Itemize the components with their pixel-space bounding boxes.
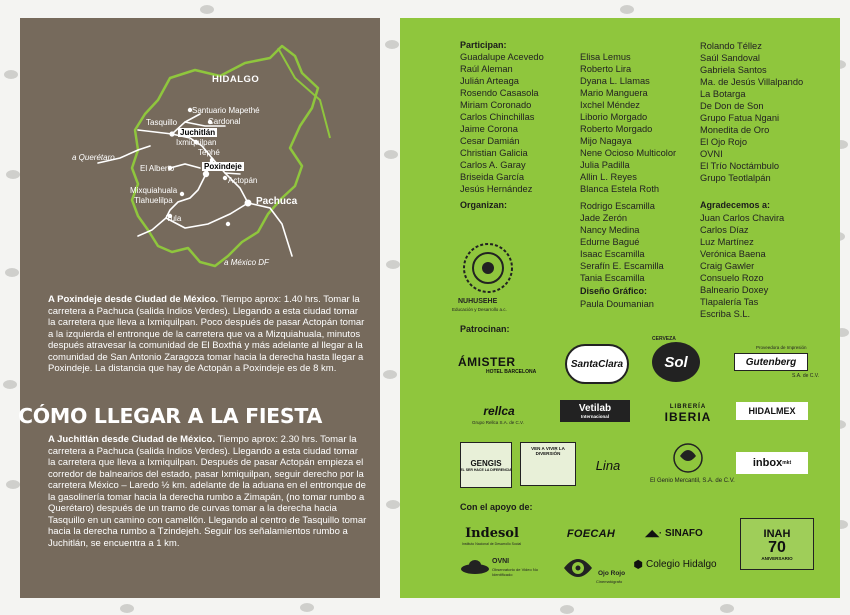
- rellca-sub-label: Grupo Rellca S.A. de C.V.: [472, 420, 524, 425]
- bean-decoration: [6, 480, 20, 489]
- bean-decoration: [120, 604, 134, 613]
- agradecemos-label: Agradecemos a:: [700, 200, 771, 210]
- route-body: Tomar la carretera a Pachuca (salida Indios Verdes). Llegando a esta ciudad tomar la carretera que lleva a Ixmiquilpan. Poco después de pasar Actopán tomar a la izquierda el entronque de la carretera que va a Mizquiahuala, minutos después atravesar la comunidad de El Boxthá y más adelante al llegar a la comunidad de San Antonio Zaragoza tomar hacia la derecha hasta llegar a Poxindeje. La distancia que hay de Actopán a Poxindeje es de 8 km.: [48, 294, 365, 374]
- bean-decoration: [300, 603, 314, 612]
- participant-name: Grupo Fatua Ngani: [700, 113, 780, 123]
- participant-name: Cesar Damián: [460, 136, 520, 146]
- organizer-name: Edurne Bagué: [580, 237, 640, 247]
- support-inah-logo: [740, 518, 814, 570]
- participant-name: Miriam Coronado: [460, 100, 532, 110]
- acknowledgement-name: Consuelo Rozo: [700, 273, 764, 283]
- bean-decoration: [385, 40, 399, 49]
- acknowledgement-name: Tlapalería Tas: [700, 297, 759, 307]
- organizer-name: Jade Zerón: [580, 213, 628, 223]
- route-heading: A Juchitlán desde Ciudad de México.: [48, 434, 218, 445]
- participant-name: Mario Manguera: [580, 88, 648, 98]
- sponsor-iberia-logo: [658, 398, 718, 430]
- gengis-name: GENGIS: [470, 458, 502, 468]
- bean-decoration: [200, 5, 214, 14]
- acknowledgement-name: Luz Martínez: [700, 237, 754, 247]
- participant-name: OVNI: [700, 149, 723, 159]
- participan-column-3: [700, 40, 803, 184]
- sponsor-vetilab-logo: [560, 400, 630, 422]
- vetilab-sub: Internacional: [580, 414, 609, 419]
- support-indesol-logo: Indesol: [465, 525, 519, 541]
- map-town-label: Tephé: [198, 148, 220, 157]
- bean-decoration: [5, 268, 19, 277]
- route-time: Tiempo aprox: 1.40 hrs.: [220, 294, 324, 305]
- ojo-rojo-logo: [558, 548, 598, 588]
- colegio-name: Colegio Hidalgo: [646, 558, 717, 570]
- inah-number: 70: [768, 538, 786, 556]
- participant-name: El Trío Noctámbulo: [700, 161, 780, 171]
- map-state-label: HIDALGO: [212, 74, 260, 85]
- inbox-mkt: mkt: [782, 460, 792, 466]
- acknowledgement-name: Balneario Doxey: [700, 285, 769, 295]
- participant-name: Rosendo Casasola: [460, 88, 539, 98]
- bean-decoration: [6, 170, 20, 179]
- participant-name: Dyana L. Llamas: [580, 76, 650, 86]
- participant-name: Briseida García: [460, 172, 525, 182]
- vetilab-name: Vetilab: [578, 403, 612, 414]
- inbox-name: inbox: [752, 457, 783, 469]
- sponsor-ambister-logo: [458, 352, 550, 378]
- participant-name: Nene Ocioso Multicolor: [580, 148, 677, 158]
- support-sinafo-logo: [632, 524, 716, 542]
- acknowledgement-name: Juan Carlos Chavira: [700, 213, 785, 223]
- page-title: CÓMO LLEGAR A LA FIESTA: [18, 404, 323, 428]
- route-poxindeje: [48, 294, 368, 375]
- map-town-label: Tlahuelilpa: [134, 196, 173, 205]
- bean-decoration: [383, 370, 397, 379]
- participant-name: Saúl Sandoval: [700, 53, 760, 63]
- map-direction-label: a Querétaro: [72, 153, 115, 162]
- participant-name: De Don de Son: [700, 101, 764, 111]
- sponsor-lina-logo: Lina: [595, 457, 621, 473]
- map-town-label: Mixquiahuala: [130, 186, 178, 195]
- support-foecah-logo: FOECAH: [566, 528, 616, 540]
- iberia-top: LIBRERÍA: [669, 404, 707, 410]
- nuhusehe-emblem-icon: [460, 240, 516, 296]
- indesol-sub: Instituto Nacional de Desarrollo Social: [462, 542, 522, 546]
- participan-column-2: [580, 51, 676, 195]
- credits-panel: [400, 18, 840, 598]
- organizan-label: Organizan:: [460, 200, 508, 210]
- acknowledgement-name: Verónica Baena: [700, 249, 766, 259]
- apoyo-label: Con el apoyo de:: [460, 502, 533, 512]
- inah-name: INAH: [763, 527, 791, 540]
- colegio-shield-icon: ⬢: [633, 558, 643, 571]
- state-outline-extension: [278, 48, 330, 138]
- organizan-list: [580, 200, 664, 284]
- participan-label: Participan:: [460, 40, 507, 50]
- nuhusehe-logo: [460, 240, 516, 296]
- ambister-sub: HOTEL BARCELONA: [486, 369, 537, 375]
- participant-name: El Ojo Rojo: [700, 137, 748, 147]
- map-destination-label: Juchitlán: [180, 128, 216, 137]
- participant-name: Julián Arteaga: [460, 76, 519, 86]
- organizer-name: Rodrigo Escamilla: [580, 201, 655, 211]
- participant-name: Elisa Lemus: [580, 52, 631, 62]
- route-map: [20, 18, 380, 288]
- acknowledgement-name: Carlos Díaz: [700, 225, 749, 235]
- route-time: Tiempo aprox: 2.30 hrs.: [217, 434, 321, 445]
- nuhusehe-logo-sub: Educación y Desarrollo a.c.: [452, 307, 507, 312]
- genio-mercantil-name: El Genio Mercantil, S.A. de C.V.: [650, 478, 735, 484]
- ufo-icon: [460, 558, 490, 576]
- participant-name: Jesús Hernández: [460, 184, 533, 194]
- map-town-label: Tasquillo: [146, 118, 178, 127]
- support-colegio-hidalgo-logo: [632, 555, 718, 573]
- acknowledgement-name: Craig Gawler: [700, 261, 755, 271]
- organizer-name: Tania Escamilla: [580, 273, 645, 283]
- map-city-label: Pachuca: [256, 196, 298, 207]
- participant-name: Guadalupe Acevedo: [460, 52, 544, 62]
- sinafo-name: SINAFO: [665, 527, 703, 539]
- genio-mercantil-logo: [668, 436, 714, 476]
- participant-name: Gabriela Santos: [700, 65, 767, 75]
- sol-top-label: CERVEZA: [652, 336, 676, 342]
- route-juchitlan: [48, 434, 368, 549]
- bean-decoration: [720, 604, 734, 613]
- sponsor-santaclara-logo: SantaClara: [565, 344, 629, 384]
- sponsor-rellca-logo: rellca: [483, 404, 515, 418]
- sponsor-sol-logo: Sol: [652, 342, 700, 382]
- sponsor-gengis-logo: [460, 442, 512, 488]
- sponsor-inbox-logo: [736, 452, 808, 474]
- map-town-label: Actopán: [228, 176, 258, 185]
- participant-name: La Botarga: [700, 89, 746, 99]
- participan-column-1: [460, 51, 544, 195]
- participant-name: Rolando Téllez: [700, 41, 762, 51]
- ojo-rojo-icon: [558, 548, 598, 588]
- patrocinan-label: Patrocinan:: [460, 324, 510, 334]
- participant-name: Allin L. Reyes: [580, 172, 637, 182]
- ojo-rojo-name: Ojo Rojo: [598, 570, 626, 577]
- ovni-logo: [460, 558, 490, 576]
- participant-name: Carlos A. Garay: [460, 160, 526, 170]
- map-destination-label: Poxindeje: [204, 162, 242, 171]
- directions-panel: [20, 18, 380, 598]
- iberia-name: IBERIA: [664, 410, 712, 424]
- ovni-name: OVNI: [492, 558, 510, 565]
- bean-decoration: [386, 260, 400, 269]
- bean-decoration: [384, 150, 398, 159]
- map-direction-label: a México DF: [224, 258, 269, 267]
- participant-name: Jaime Corona: [460, 124, 518, 134]
- sponsor-hidalmex-logo: HIDALMEX: [736, 402, 808, 420]
- participant-name: Julia Padilla: [580, 160, 630, 170]
- sponsor-ven-logo: VEN A VIVIR LA DIVERSIÓN: [520, 442, 576, 486]
- participant-name: Grupo Teotlalpán: [700, 173, 771, 183]
- map-town-label: Santuario Mapethé: [192, 106, 260, 115]
- acknowledgement-name: Escriba S.L.: [700, 309, 751, 319]
- bean-decoration: [560, 605, 574, 614]
- bean-decoration: [3, 380, 17, 389]
- participant-name: Ixchel Méndez: [580, 100, 640, 110]
- participant-name: Monedita de Oro: [700, 125, 770, 135]
- participant-name: Christian Galicia: [460, 148, 528, 158]
- participant-name: Carlos Chinchillas: [460, 112, 535, 122]
- gutenberg-top-label: Proveedora de Impresión: [756, 345, 807, 350]
- participant-name: Roberto Morgado: [580, 124, 653, 134]
- diseno-label: Diseño Gráfico:: [580, 286, 648, 296]
- organizer-name: Serafín E. Escamilla: [580, 261, 664, 271]
- participant-name: Roberto Lira: [580, 64, 632, 74]
- participant-name: Raúl Aleman: [460, 64, 513, 74]
- bean-decoration: [620, 5, 634, 14]
- organizer-name: Isaac Escamilla: [580, 249, 645, 259]
- gengis-sub: EL SER HACE LA DIFERENCIA: [460, 467, 512, 472]
- map-town-label: Tula: [166, 214, 182, 223]
- bean-decoration: [386, 500, 400, 509]
- ambister-name: ÁMISTER: [458, 355, 516, 369]
- route-body: Tomar la carretera a Pachuca (salida Indios Verdes). Llegando a esta ciudad tomar la carretera que lleva a Ixmiquilpan. Después de pasar Actopán empieza el corredor de balnearios del estado, pasar Ixmiquilpan, seguir derecho por la carretera México – Laredo ½ km. adelante de la aduana en el entronque de la gasolinería tomar hacia la derecha rumbo a Zimapán, (no tomar rumbo a Querétaro) después de un tramo de curvas tomar a la derecha hacia Tasquillo en un camino con camellón. Llegando al centro de Tasquillo tomar hacia la derecha rumbo a Tzindejeh. Seguir los señalamientos rumbo a Juchitlán, se encuentra a 1 km.: [48, 434, 367, 549]
- route-heading: A Poxindeje desde Ciudad de México.: [48, 294, 221, 305]
- nuhusehe-logo-name: NUHUSEHE: [458, 298, 498, 305]
- participant-name: Mijo Nagaya: [580, 136, 632, 146]
- participant-name: Blanca Estela Roth: [580, 184, 660, 194]
- ovni-sub: Observatorio de Video No Identificado: [492, 567, 538, 577]
- sinafo-mark-icon: ◢◣·: [645, 527, 663, 538]
- map-town-label: Ixmiquilpan: [176, 138, 217, 147]
- agradecemos-list: [700, 212, 784, 320]
- ojo-rojo-sub: Cinematógrafo: [596, 579, 623, 584]
- genio-icon: [668, 436, 714, 476]
- inah-sub: ANIVERSARIO: [761, 555, 793, 561]
- diseno-name: Paula Doumanian: [580, 299, 654, 309]
- gutenberg-sub-label: S.A. de C.V.: [792, 373, 820, 379]
- bean-decoration: [4, 70, 18, 79]
- organizer-name: Nancy Medina: [580, 225, 640, 235]
- map-town-label: El Alberto: [140, 164, 175, 173]
- participant-name: Liborio Morgado: [580, 112, 648, 122]
- participant-name: Ma. de Jesús Villalpando: [700, 77, 804, 87]
- sponsor-gutenberg-logo: Gutenberg: [734, 353, 808, 371]
- map-town-label: Cardonal: [208, 117, 241, 126]
